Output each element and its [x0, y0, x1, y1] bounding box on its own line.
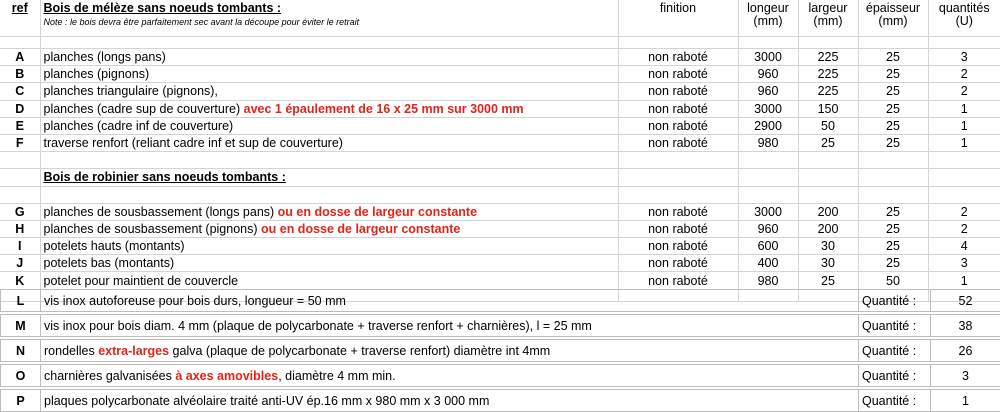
part-row: [0, 203, 1000, 220]
part-ref: C: [0, 83, 40, 100]
accessory-description: [41, 390, 859, 412]
part-epaisseur: 25: [858, 134, 928, 151]
part-largeur: 25: [798, 272, 858, 289]
accessory-quantite: 3: [931, 365, 1000, 387]
part-quantite: 1: [928, 134, 1000, 151]
part-ref: A: [0, 49, 40, 66]
part-ref: E: [0, 117, 40, 134]
part-finition: non raboté: [618, 203, 738, 220]
accessory-quantite: 52: [931, 290, 1000, 312]
part-epaisseur: 25: [858, 100, 928, 117]
part-finition: non raboté: [618, 83, 738, 100]
part-finition: non raboté: [618, 134, 738, 151]
part-row: [0, 134, 1000, 151]
part-description: [40, 238, 618, 255]
part-quantite: 2: [928, 220, 1000, 237]
group2-title: Bois de robinier sans noeuds tombants :: [44, 170, 286, 184]
part-largeur: 150: [798, 100, 858, 117]
accessory-description: [41, 290, 859, 312]
part-quantite: 3: [928, 49, 1000, 66]
part-largeur: 200: [798, 220, 858, 237]
accessory-row: [1, 315, 1000, 337]
part-finition: non raboté: [618, 100, 738, 117]
part-longueur: 2900: [738, 117, 798, 134]
part-ref: D: [0, 100, 40, 117]
part-description-text: planches (pignons): [44, 67, 150, 81]
part-description: [40, 117, 618, 134]
part-longueur: 960: [738, 220, 798, 237]
part-description-text: planches triangulaire (pignons),: [44, 84, 218, 98]
part-row: [0, 220, 1000, 237]
part-row: [0, 49, 1000, 66]
part-ref: F: [0, 134, 40, 151]
part-longueur: 960: [738, 66, 798, 83]
group1-title: Bois de mélèze sans noeuds tombants :: [44, 1, 282, 15]
part-description-text: planches (longs pans): [44, 50, 166, 64]
quantity-label: Quantité :: [859, 390, 931, 412]
part-epaisseur: 25: [858, 220, 928, 237]
quantity-label: Quantité :: [859, 340, 931, 362]
part-ref: H: [0, 220, 40, 237]
part-description-text: planches (cadre inf de couverture): [44, 119, 234, 133]
part-row: [0, 66, 1000, 83]
part-longueur: 980: [738, 134, 798, 151]
accessory-highlight: extra-larges: [98, 344, 169, 358]
part-quantite: 4: [928, 238, 1000, 255]
accessory-description: [41, 365, 859, 387]
accessory-text-after: , diamètre 4 mm min.: [278, 369, 395, 383]
accessory-quantite: 26: [931, 340, 1000, 362]
part-longueur: 600: [738, 238, 798, 255]
epaisseur-header: épaisseur (mm): [858, 0, 928, 37]
part-longueur: 3000: [738, 203, 798, 220]
part-row: [0, 272, 1000, 289]
part-largeur: 225: [798, 49, 858, 66]
accessory-highlight: à axes amovibles: [175, 369, 278, 383]
part-quantite: 1: [928, 100, 1000, 117]
part-finition: non raboté: [618, 49, 738, 66]
part-longueur: 3000: [738, 100, 798, 117]
accessory-ref: N: [1, 340, 41, 362]
part-largeur: 200: [798, 203, 858, 220]
accessory-row: [1, 340, 1000, 362]
part-ref: B: [0, 66, 40, 83]
part-ref: K: [0, 272, 40, 289]
spacer-row: [0, 37, 1000, 49]
part-largeur: 25: [798, 134, 858, 151]
part-quantite: 1: [928, 117, 1000, 134]
accessory-text: plaques polycarbonate alvéolaire traité anti-UV ép.16 mm x 980 mm x 3 000 mm: [44, 394, 489, 408]
accessory-text: vis inox pour bois diam. 4 mm (plaque de polycarbonate + traverse renfort + charnières), l = 25 mm: [44, 319, 592, 333]
part-description: [40, 134, 618, 151]
part-finition: non raboté: [618, 117, 738, 134]
part-description-text: potelets bas (montants): [44, 256, 175, 270]
accessory-ref: O: [1, 365, 41, 387]
part-quantite: 1: [928, 272, 1000, 289]
part-description: [40, 272, 618, 289]
spacer-row: [0, 186, 1000, 203]
quantity-label: Quantité :: [859, 315, 931, 337]
accessory-ref: M: [1, 315, 41, 337]
part-quantite: 3: [928, 255, 1000, 272]
part-epaisseur: 25: [858, 255, 928, 272]
group2-title-row: [0, 169, 1000, 186]
longueur-header: longeur (mm): [738, 0, 798, 37]
accessory-text: rondelles: [44, 344, 98, 358]
group1-title-cell: [40, 0, 618, 37]
part-description: [40, 255, 618, 272]
part-longueur: 960: [738, 83, 798, 100]
quantity-label: Quantité :: [859, 365, 931, 387]
part-description-text: planches de sousbassement (pignons): [44, 222, 262, 236]
accessories-table: [0, 289, 1000, 412]
part-description-highlight: avec 1 épaulement de 16 x 25 mm sur 3000 mm: [244, 102, 524, 116]
part-finition: non raboté: [618, 238, 738, 255]
part-description-highlight: ou en dosse de largeur constante: [278, 205, 477, 219]
quantity-label: Quantité :: [859, 290, 931, 312]
part-row: [0, 238, 1000, 255]
part-longueur: 3000: [738, 49, 798, 66]
part-quantite: 2: [928, 203, 1000, 220]
accessory-text-after: galva (plaque de polycarbonate + traverse renfort) diamètre int 4mm: [169, 344, 550, 358]
spacer-row: [0, 152, 1000, 169]
part-longueur: 980: [738, 272, 798, 289]
part-description: [40, 83, 618, 100]
part-epaisseur: 25: [858, 117, 928, 134]
part-description: [40, 49, 618, 66]
part-epaisseur: 50: [858, 272, 928, 289]
part-largeur: 30: [798, 238, 858, 255]
accessory-row: [1, 365, 1000, 387]
part-epaisseur: 25: [858, 66, 928, 83]
part-finition: non raboté: [618, 66, 738, 83]
part-longueur: 400: [738, 255, 798, 272]
accessory-text: vis inox autoforeuse pour bois durs, longueur = 50 mm: [44, 294, 346, 308]
part-row: [0, 117, 1000, 134]
part-description: [40, 100, 618, 117]
accessory-description: [41, 315, 859, 337]
accessory-description: [41, 340, 859, 362]
accessory-row: [1, 390, 1000, 412]
part-epaisseur: 25: [858, 49, 928, 66]
part-row: [0, 100, 1000, 117]
largeur-header: largeur (mm): [798, 0, 858, 37]
accessory-quantite: 38: [931, 315, 1000, 337]
group1-note: Note : le bois devra être parfaitement sec avant la découpe pour éviter le retrait: [44, 16, 615, 29]
finition-header: finition: [618, 0, 738, 37]
part-description: [40, 220, 618, 237]
part-largeur: 50: [798, 117, 858, 134]
part-largeur: 225: [798, 66, 858, 83]
part-finition: non raboté: [618, 272, 738, 289]
part-finition: non raboté: [618, 220, 738, 237]
part-row: [0, 83, 1000, 100]
part-description-text: planches (cadre sup de couverture): [44, 102, 244, 116]
part-description-text: potelets hauts (montants): [44, 239, 185, 253]
part-description: [40, 203, 618, 220]
part-description-text: traverse renfort (reliant cadre inf et sup de couverture): [44, 136, 343, 150]
part-epaisseur: 25: [858, 83, 928, 100]
accessory-ref: L: [1, 290, 41, 312]
part-ref: J: [0, 255, 40, 272]
accessory-quantite: 1: [931, 390, 1000, 412]
part-ref: I: [0, 238, 40, 255]
part-largeur: 225: [798, 83, 858, 100]
header-row: [0, 0, 1000, 37]
part-epaisseur: 25: [858, 203, 928, 220]
accessory-text: charnières galvanisées: [44, 369, 175, 383]
part-row: [0, 255, 1000, 272]
part-quantite: 2: [928, 83, 1000, 100]
part-largeur: 30: [798, 255, 858, 272]
part-description-text: potelet pour maintient de couvercle: [44, 274, 239, 288]
quantites-header: quantités (U): [928, 0, 1000, 37]
accessory-row: [1, 290, 1000, 312]
part-epaisseur: 25: [858, 238, 928, 255]
accessory-ref: P: [1, 390, 41, 412]
part-description: [40, 66, 618, 83]
part-quantite: 2: [928, 66, 1000, 83]
part-finition: non raboté: [618, 255, 738, 272]
part-description-highlight: ou en dosse de largeur constante: [261, 222, 460, 236]
part-ref: G: [0, 203, 40, 220]
part-description-text: planches de sousbassement (longs pans): [44, 205, 278, 219]
ref-header: ref: [0, 0, 40, 37]
